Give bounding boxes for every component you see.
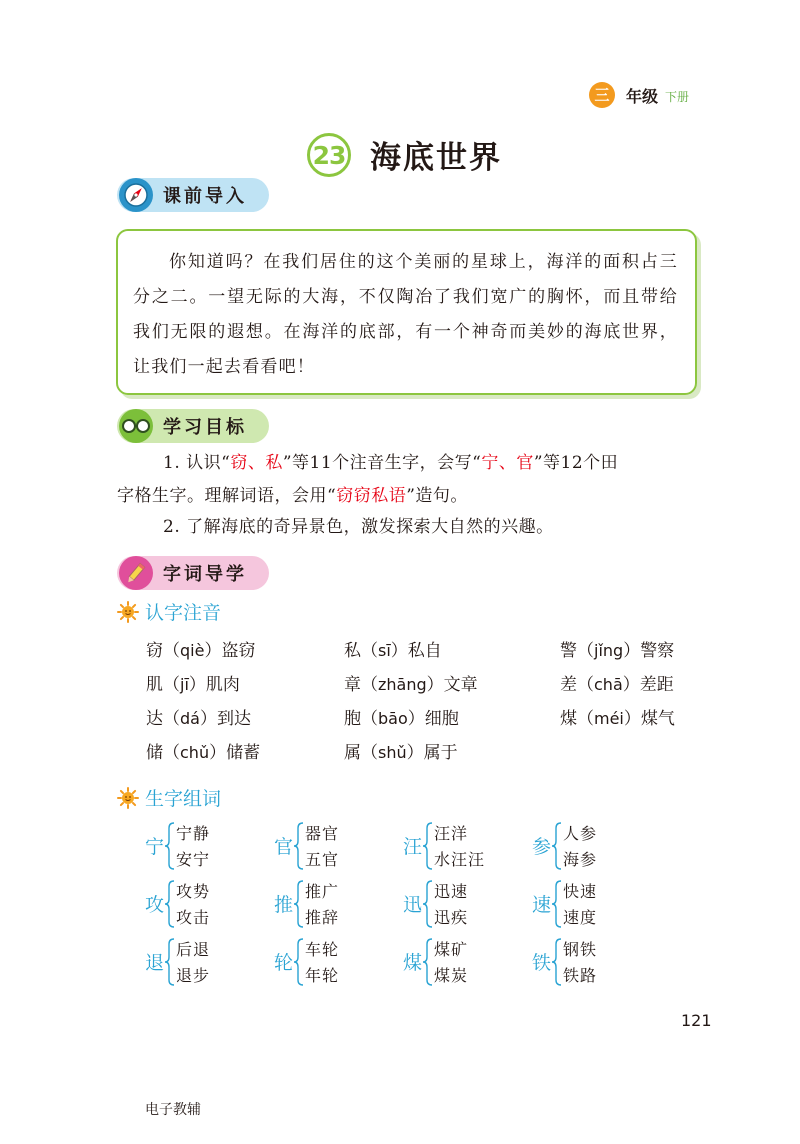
group-char: 推 [274, 894, 294, 916]
compass-icon [119, 178, 153, 212]
entry-pinyin: qiè [180, 641, 205, 660]
goal-1-line-2 [117, 480, 468, 513]
grade-badge [589, 82, 615, 108]
paren-close: ） [622, 675, 640, 695]
highlight-text: 宁、官 [481, 453, 534, 473]
entry-char: 属 [344, 743, 361, 763]
paren-open: （ [163, 675, 180, 695]
paren-open: （ [577, 641, 594, 661]
brace-icon [293, 820, 305, 872]
paren-close: ） [426, 675, 444, 695]
brace-icon [164, 820, 176, 872]
pinyin-entry [146, 738, 260, 763]
group-word: 推广 [305, 882, 340, 901]
group-word: 安宁 [176, 850, 211, 869]
lesson-number-badge [307, 133, 351, 177]
highlight-text: 窃、私 [230, 453, 283, 473]
goal-text: ”等11个注音生字，会写“ [282, 453, 482, 473]
glasses-icon [119, 409, 153, 443]
group-char: 迅 [403, 894, 423, 916]
paren-open: （ [361, 675, 378, 695]
paren-close: ） [623, 641, 641, 661]
goal-1-line-1 [163, 447, 618, 480]
entry-char: 胞 [344, 709, 361, 729]
entry-word: 差距 [639, 675, 674, 695]
group-word: 攻势 [176, 882, 211, 901]
brace-icon [422, 878, 434, 930]
entry-pinyin: sī [378, 641, 391, 660]
entry-pinyin: jī [180, 675, 189, 694]
entry-word: 细胞 [424, 709, 459, 729]
group-word: 攻击 [176, 908, 211, 927]
paren-close: ） [623, 709, 641, 729]
group-word: 钢铁 [563, 940, 598, 959]
entry-char: 达 [146, 709, 163, 729]
group-char: 退 [145, 952, 165, 974]
entry-word: 警察 [640, 641, 675, 661]
entry-pinyin: shǔ [378, 743, 407, 762]
group-word: 迅速 [434, 882, 469, 901]
group-char: 速 [532, 894, 552, 916]
entry-pinyin: dá [180, 709, 200, 728]
group-char: 铁 [532, 952, 552, 974]
paren-close: ） [406, 743, 424, 763]
group-word: 迅疾 [434, 908, 469, 927]
group-char: 宁 [145, 836, 165, 858]
group-word: 五官 [305, 850, 340, 869]
group-char: 汪 [403, 836, 423, 858]
pinyin-entry [146, 636, 255, 661]
entry-char: 煤 [560, 709, 577, 729]
page-number: 121 [681, 1011, 712, 1030]
group-word: 铁路 [563, 966, 598, 985]
paren-close: ） [188, 675, 206, 695]
group-char: 攻 [145, 894, 165, 916]
group-word: 煤炭 [434, 966, 469, 985]
group-word: 器官 [305, 824, 340, 843]
sun-icon [117, 787, 139, 809]
pinyin-entry [344, 738, 458, 763]
group-word: 煤矿 [434, 940, 469, 959]
section-title-words: 字词导学 [163, 564, 247, 585]
group-word: 宁静 [176, 824, 211, 843]
entry-char: 储 [146, 743, 163, 763]
highlight-text: 窃窃私语 [336, 486, 407, 506]
paren-close: ） [199, 709, 217, 729]
group-word: 推辞 [305, 908, 340, 927]
entry-pinyin: zhāng [378, 675, 427, 694]
entry-word: 到达 [216, 709, 251, 729]
brace-icon [293, 878, 305, 930]
paren-open: （ [361, 743, 378, 763]
intro-paragraph: 你知道吗？在我们居住的这个美丽的星球上，海洋的面积占三分之二。一望无际的大海，不仅陶冶了我们宽广的胸怀，而且带给我们无限的遐想。在海洋的底部，有一个神奇而美妙的海底世界，让我们一起去看看吧！ [133, 252, 678, 377]
section-header-words [117, 556, 269, 590]
subsection-header-compounds [117, 784, 221, 811]
paren-close: ） [407, 709, 425, 729]
pinyin-entry [146, 670, 240, 695]
group-char: 参 [532, 836, 552, 858]
group-word: 车轮 [305, 940, 340, 959]
group-char: 轮 [274, 952, 294, 974]
goal-text: 1. 认识“ [163, 453, 231, 473]
section-title-goals: 学习目标 [163, 417, 247, 438]
entry-pinyin: méi [594, 709, 624, 728]
subsection-title-compounds: 生字组词 [145, 788, 222, 810]
subsection-title-pinyin: 认字注音 [145, 602, 222, 624]
entry-char: 肌 [146, 675, 163, 695]
brace-icon [551, 936, 563, 988]
pinyin-entry [344, 670, 478, 695]
pinyin-entry [560, 636, 674, 661]
entry-char: 警 [560, 641, 577, 661]
pencil-icon [119, 556, 153, 590]
grade-tag [589, 80, 689, 110]
pinyin-entry [344, 636, 442, 661]
section-header-intro [117, 178, 269, 212]
goal-text: 字格生字。理解词语，会用“ [117, 486, 337, 506]
brace-icon [551, 820, 563, 872]
entry-pinyin: jǐng [594, 641, 624, 660]
section-header-goals [117, 409, 269, 443]
goal-text: ”等12个田 [533, 453, 619, 473]
pinyin-entry [344, 704, 459, 729]
entry-word: 私自 [407, 641, 442, 661]
lesson-title: 海底世界 [370, 140, 502, 176]
brace-icon [293, 936, 305, 988]
paren-open: （ [163, 709, 180, 729]
paren-open: （ [361, 709, 378, 729]
section-title-intro: 课前导入 [163, 186, 247, 207]
group-word: 水汪汪 [434, 850, 486, 869]
brace-icon [551, 878, 563, 930]
group-word: 后退 [176, 940, 211, 959]
group-word: 速度 [563, 908, 598, 927]
brace-icon [164, 878, 176, 930]
entry-pinyin: chā [594, 675, 623, 694]
pinyin-entry [560, 670, 674, 695]
group-word: 人参 [563, 824, 598, 843]
group-char: 官 [274, 836, 294, 858]
brace-icon [422, 820, 434, 872]
entry-word: 文章 [443, 675, 478, 695]
sun-icon [117, 601, 139, 623]
volume-label: 下册 [665, 90, 690, 104]
entry-pinyin: bāo [378, 709, 408, 728]
brace-icon [164, 936, 176, 988]
entry-word: 储蓄 [226, 743, 261, 763]
group-word: 快速 [563, 882, 598, 901]
paren-close: ） [204, 641, 222, 661]
entry-char: 私 [344, 641, 361, 661]
entry-char: 差 [560, 675, 577, 695]
paren-close: ） [209, 743, 227, 763]
entry-char: 窃 [146, 641, 163, 661]
brace-icon [422, 936, 434, 988]
paren-open: （ [361, 641, 378, 661]
grade-label: 年级 [626, 86, 659, 106]
subsection-header-pinyin [117, 598, 221, 625]
paren-open: （ [577, 675, 594, 695]
group-word: 年轮 [305, 966, 340, 985]
entry-pinyin: chǔ [180, 743, 210, 762]
group-word: 海参 [563, 850, 598, 869]
entry-word: 属于 [423, 743, 458, 763]
goal-text: ”造句。 [406, 486, 468, 506]
group-word: 汪洋 [434, 824, 469, 843]
paren-open: （ [163, 641, 180, 661]
paren-close: ） [390, 641, 408, 661]
group-char: 煤 [403, 952, 423, 974]
paren-open: （ [577, 709, 594, 729]
footer-text: 电子教辅 [145, 1102, 201, 1118]
entry-word: 肌肉 [205, 675, 240, 695]
entry-word: 盗窃 [221, 641, 256, 661]
grade-number: 三 [594, 85, 610, 104]
goal-2: 2. 了解海底的奇异景色，激发探索大自然的兴趣。 [163, 517, 554, 537]
pinyin-entry [560, 704, 675, 729]
entry-char: 章 [344, 675, 361, 695]
lesson-number: 23 [312, 140, 346, 170]
group-word: 退步 [176, 966, 211, 985]
pinyin-entry [146, 704, 251, 729]
entry-word: 煤气 [640, 709, 675, 729]
paren-open: （ [163, 743, 180, 763]
